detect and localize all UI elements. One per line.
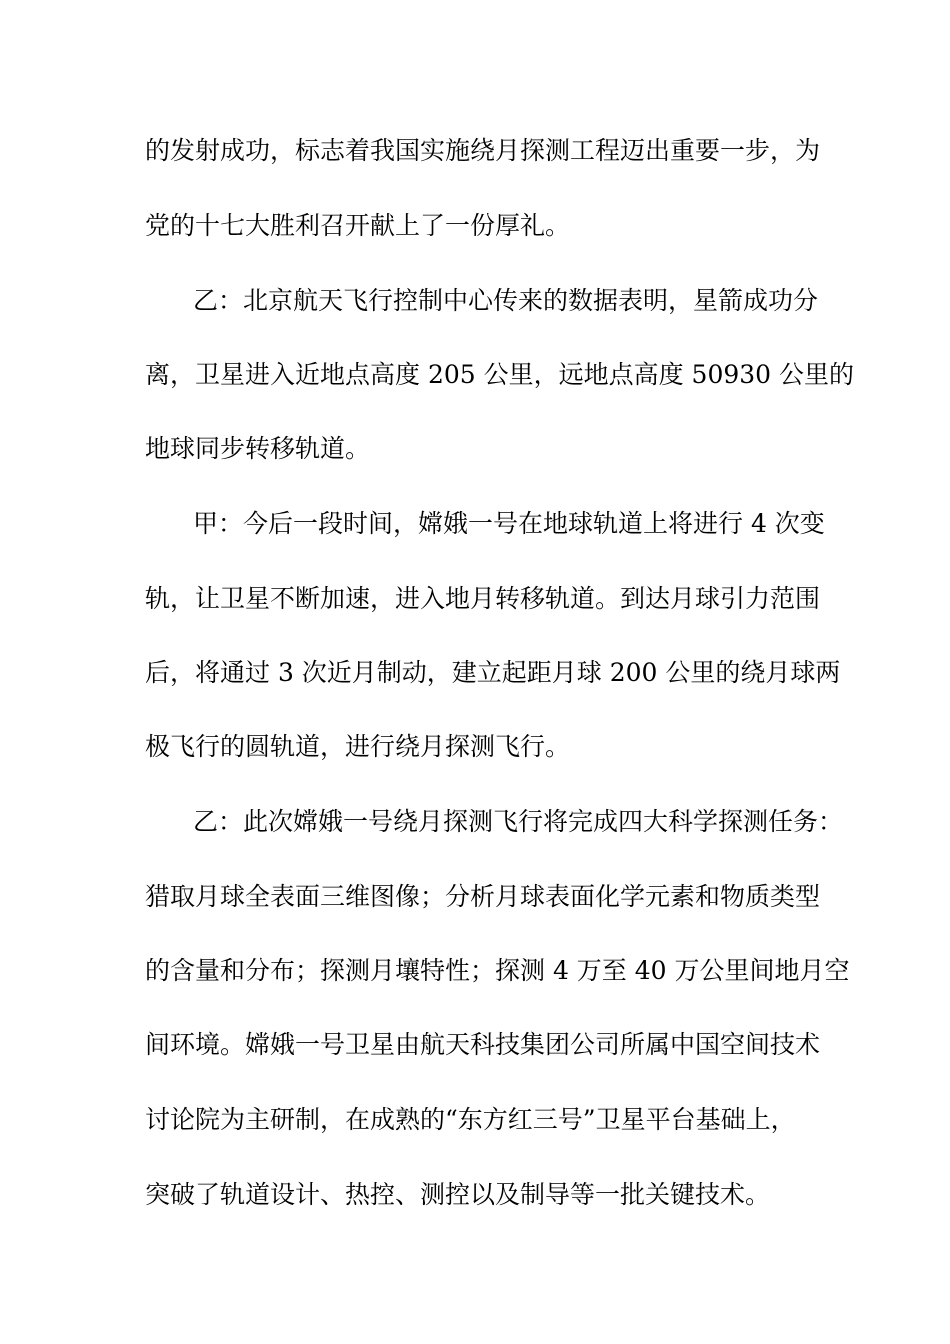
text-line-3: 乙：北京航天飞行控制中心传来的数据表明，星箭成功分 (193, 286, 819, 315)
text-line-13: 间环境。嫦娥一号卫星由航天科技集团公司所属中国空间技术 (145, 1030, 821, 1059)
text-line-6: 甲：今后一段时间，嫦娥一号在地球轨道上将进行 4 次变 (193, 509, 825, 538)
text-line-7: 轨，让卫星不断加速，进入地月转移轨道。到达月球引力范围 (145, 584, 821, 613)
text-line-8: 后，将通过 3 次近月制动，建立起距月球 200 公里的绕月球两 (145, 658, 841, 687)
text-line-4: 离，卫星进入近地点高度 205 公里，远地点高度 50930 公里的 (145, 360, 855, 389)
text-line-2: 党的十七大胜利召开献上了一份厚礼。 (145, 211, 571, 240)
text-line-11: 猎取月球全表面三维图像；分析月球表面化学元素和物质类型 (145, 882, 821, 911)
text-line-15: 突破了轨道设计、热控、测控以及制导等一批关键技术。 (145, 1180, 771, 1209)
text-line-5: 地球同步转移轨道。 (145, 434, 371, 463)
text-line-12: 的含量和分布；探测月壤特性；探测 4 万至 40 万公里间地月空 (145, 956, 850, 985)
text-line-9: 极飞行的圆轨道，进行绕月探测飞行。 (145, 732, 571, 761)
text-line-1: 的发射成功，标志着我国实施绕月探测工程迈出重要一步，为 (145, 136, 821, 165)
text-line-10: 乙：此次嫦娥一号绕月探测飞行将完成四大科学探测任务： (193, 807, 844, 836)
text-line-14: 讨论院为主研制，在成熟的“东方红三号”卫星平台基础上， (145, 1105, 796, 1134)
